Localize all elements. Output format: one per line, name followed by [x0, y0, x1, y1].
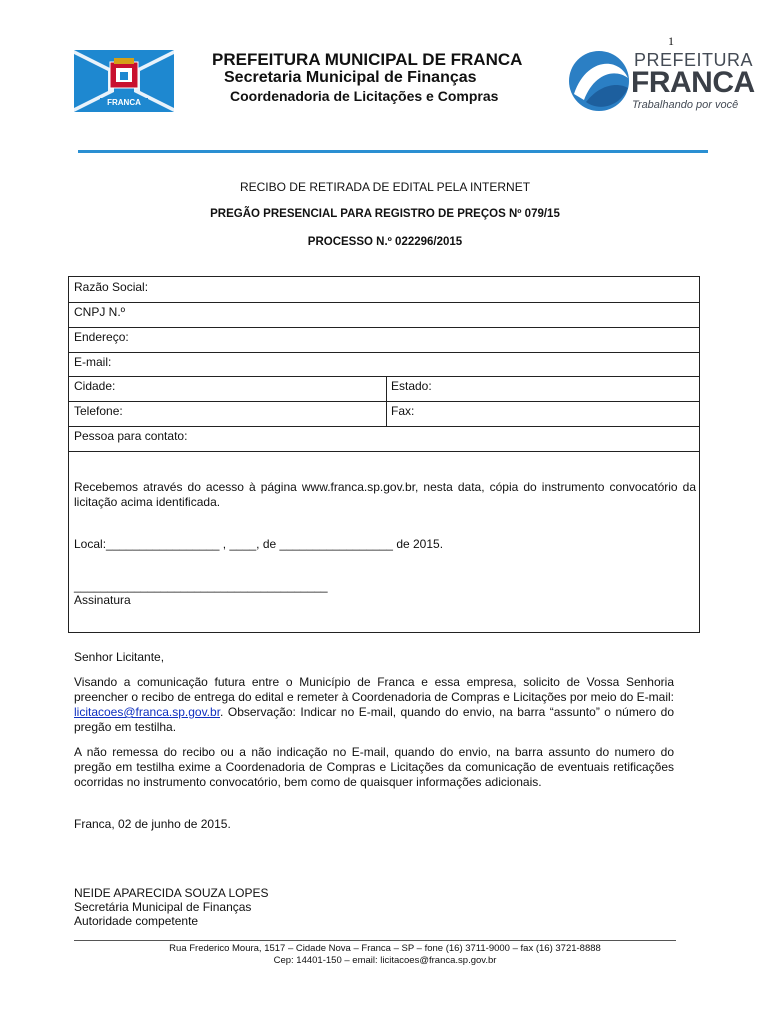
endereco-field[interactable] — [69, 327, 699, 353]
estado-label: Estado: — [391, 379, 432, 393]
footer-address: Rua Frederico Moura, 1517 – Cidade Nova – Franca – SP – fone (16) 3711-9000 – fax (16) 3721-8888 — [169, 943, 601, 954]
contato-field[interactable] — [69, 426, 699, 452]
contato-label: Pessoa para contato: — [74, 429, 188, 443]
flag-label: FRANCA — [107, 98, 141, 107]
header-divider — [78, 150, 708, 153]
header-department: Coordenadoria de Licitações e Compras — [230, 88, 499, 104]
document-title: RECIBO DE RETIRADA DE EDITAL PELA INTERNET — [239, 180, 531, 194]
column-divider — [386, 376, 387, 426]
logo-franca-text: FRANCA — [631, 66, 755, 99]
city-flag-image — [74, 50, 174, 112]
receipt-form — [68, 276, 700, 633]
signature-label: Assinatura — [74, 593, 131, 607]
email-label: E-mail: — [74, 355, 112, 369]
header-title: PREFEITURA MUNICIPAL DE FRANCA — [212, 50, 523, 69]
processo-title: PROCESSO N.º 022296/2015 — [307, 236, 463, 248]
footer-contact: Cep: 14401-150 – email: licitacoes@franca.sp.gov.br — [273, 955, 497, 966]
cnpj-field[interactable] — [69, 302, 699, 328]
paragraph-notice: A não remessa do recibo ou a não indicação no E-mail, quando do envio, na barra assunto do numero do pregão em testilha exime a Coordenadoria de Compras e Licitações da comunicação de eventuais retificações ocorridas no instrumento convocatório, bem como de quaisquer informações adicionais. — [74, 745, 674, 789]
salutation: Senhor Licitante, — [74, 650, 165, 664]
telefone-label: Telefone: — [74, 404, 123, 418]
cnpj-label: CNPJ N.º — [74, 305, 126, 319]
recebemos-text: Recebemos através do acesso à página www.franca.sp.gov.br, nesta data, cópia do instrumento convocatório da licitação acima identificada. — [74, 480, 696, 509]
cidade-field[interactable] — [69, 376, 699, 402]
razao-social-field[interactable] — [69, 277, 699, 303]
endereco-label: Endereço: — [74, 330, 129, 344]
signer-name: NEIDE APARECIDA SOUZA LOPES — [74, 886, 269, 900]
prefeitura-swirl-icon — [566, 48, 636, 114]
logo-tagline: Trabalhando por você — [632, 99, 739, 111]
date-line: Franca, 02 de junho de 2015. — [74, 817, 231, 831]
logo-prefeitura-text: PREFEITURA — [634, 50, 754, 70]
header-subtitle: Secretaria Municipal de Finanças — [224, 69, 477, 86]
signer-authority: Autoridade competente — [74, 914, 199, 928]
signature-line: ______________________________________ — [74, 579, 328, 593]
pregao-title: PREGÃO PRESENCIAL PARA REGISTRO DE PREÇOS Nº 079/15 — [210, 208, 560, 220]
signer-role: Secretária Municipal de Finanças — [74, 900, 252, 914]
paragraph-instructions — [74, 675, 674, 735]
footer-divider — [74, 940, 676, 941]
paragraph-instructions-part2: . Observação: Indicar no E-mail, quando do envio, na barra “assunto” o número do pregão em testilha. — [74, 705, 674, 734]
local-date-line: Local:_________________ , ____, de _________________ de 2015. — [74, 537, 444, 551]
telefone-field[interactable] — [69, 401, 699, 427]
email-field[interactable] — [69, 352, 699, 377]
email-link[interactable]: licitacoes@franca.sp.gov.br — [74, 705, 221, 719]
fax-label: Fax: — [391, 404, 415, 418]
cidade-label: Cidade: — [74, 379, 116, 393]
page-number: 1 — [668, 34, 674, 48]
razao-social-label: Razão Social: — [74, 280, 149, 294]
paragraph-instructions-part1: Visando a comunicação futura entre o Município de Franca e essa empresa, solicito de Vossa Senhoria preencher o recibo de entrega do edital e remeter à Coordenadoria de Compras e Licitações por meio do E-mail: — [74, 675, 674, 704]
